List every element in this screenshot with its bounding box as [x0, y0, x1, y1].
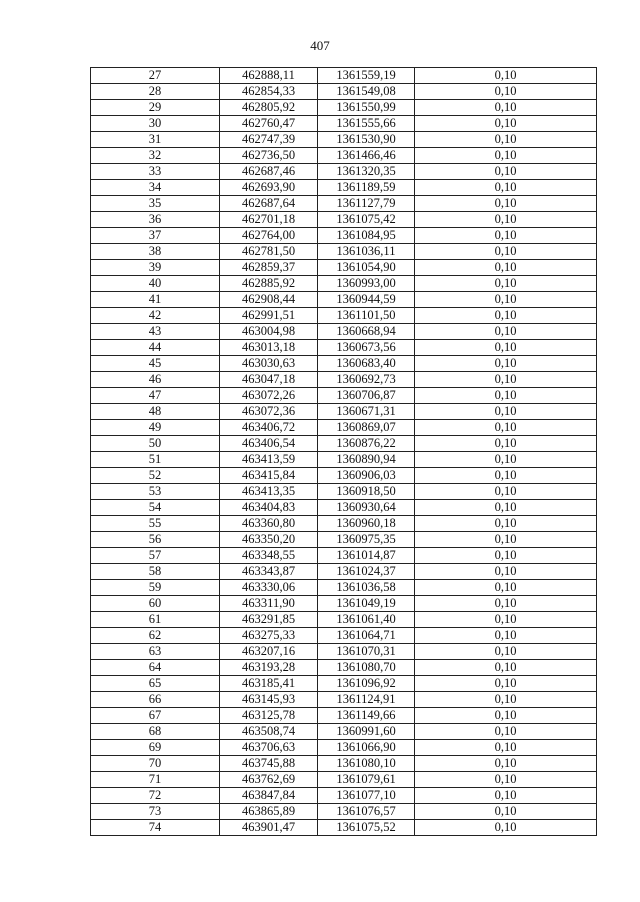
y-coordinate-cell: 1360668,94 [318, 324, 415, 340]
y-coordinate-cell: 1360706,87 [318, 388, 415, 404]
value-cell: 0,10 [415, 724, 597, 740]
y-coordinate-cell: 1361124,91 [318, 692, 415, 708]
table-row [91, 420, 597, 436]
value-cell: 0,10 [415, 132, 597, 148]
table-row [91, 180, 597, 196]
value-cell: 0,10 [415, 212, 597, 228]
x-coordinate-cell: 462805,92 [220, 100, 318, 116]
point-number-cell: 40 [91, 276, 220, 292]
value-cell: 0,10 [415, 612, 597, 628]
table-row [91, 404, 597, 420]
point-number-cell: 37 [91, 228, 220, 244]
value-cell: 0,10 [415, 276, 597, 292]
point-number-cell: 53 [91, 484, 220, 500]
point-number-cell: 27 [91, 68, 220, 84]
x-coordinate-cell: 462760,47 [220, 116, 318, 132]
value-cell: 0,10 [415, 356, 597, 372]
value-cell: 0,10 [415, 628, 597, 644]
table-row [91, 708, 597, 724]
y-coordinate-cell: 1361066,90 [318, 740, 415, 756]
x-coordinate-cell: 463004,98 [220, 324, 318, 340]
table-row [91, 244, 597, 260]
y-coordinate-cell: 1361189,59 [318, 180, 415, 196]
point-number-cell: 59 [91, 580, 220, 596]
y-coordinate-cell: 1361550,99 [318, 100, 415, 116]
x-coordinate-cell: 463072,36 [220, 404, 318, 420]
y-coordinate-cell: 1361079,61 [318, 772, 415, 788]
x-coordinate-cell: 462701,18 [220, 212, 318, 228]
value-cell: 0,10 [415, 756, 597, 772]
x-coordinate-cell: 462885,92 [220, 276, 318, 292]
value-cell: 0,10 [415, 692, 597, 708]
table-row [91, 644, 597, 660]
y-coordinate-cell: 1361559,19 [318, 68, 415, 84]
value-cell: 0,10 [415, 292, 597, 308]
y-coordinate-cell: 1361555,66 [318, 116, 415, 132]
table-row [91, 660, 597, 676]
x-coordinate-cell: 462764,00 [220, 228, 318, 244]
table-row [91, 788, 597, 804]
point-number-cell: 57 [91, 548, 220, 564]
table-row [91, 356, 597, 372]
point-number-cell: 39 [91, 260, 220, 276]
value-cell: 0,10 [415, 436, 597, 452]
y-coordinate-cell: 1361149,66 [318, 708, 415, 724]
y-coordinate-cell: 1360906,03 [318, 468, 415, 484]
point-number-cell: 72 [91, 788, 220, 804]
point-number-cell: 61 [91, 612, 220, 628]
value-cell: 0,10 [415, 244, 597, 260]
value-cell: 0,10 [415, 116, 597, 132]
x-coordinate-cell: 463311,90 [220, 596, 318, 612]
table-row [91, 580, 597, 596]
table-row [91, 228, 597, 244]
value-cell: 0,10 [415, 452, 597, 468]
point-number-cell: 74 [91, 820, 220, 836]
point-number-cell: 55 [91, 516, 220, 532]
x-coordinate-cell: 463745,88 [220, 756, 318, 772]
point-number-cell: 42 [91, 308, 220, 324]
x-coordinate-cell: 463185,41 [220, 676, 318, 692]
value-cell: 0,10 [415, 148, 597, 164]
table-row [91, 132, 597, 148]
x-coordinate-cell: 463508,74 [220, 724, 318, 740]
point-number-cell: 41 [91, 292, 220, 308]
x-coordinate-cell: 462687,64 [220, 196, 318, 212]
table-row [91, 372, 597, 388]
y-coordinate-cell: 1360993,00 [318, 276, 415, 292]
x-coordinate-cell: 462991,51 [220, 308, 318, 324]
point-number-cell: 35 [91, 196, 220, 212]
x-coordinate-cell: 463350,20 [220, 532, 318, 548]
point-number-cell: 68 [91, 724, 220, 740]
value-cell: 0,10 [415, 676, 597, 692]
y-coordinate-cell: 1361036,11 [318, 244, 415, 260]
point-number-cell: 70 [91, 756, 220, 772]
value-cell: 0,10 [415, 548, 597, 564]
x-coordinate-cell: 463865,89 [220, 804, 318, 820]
x-coordinate-cell: 463406,54 [220, 436, 318, 452]
x-coordinate-cell: 462693,90 [220, 180, 318, 196]
point-number-cell: 36 [91, 212, 220, 228]
point-number-cell: 46 [91, 372, 220, 388]
x-coordinate-cell: 462888,11 [220, 68, 318, 84]
y-coordinate-cell: 1361096,92 [318, 676, 415, 692]
table-row [91, 564, 597, 580]
value-cell: 0,10 [415, 404, 597, 420]
value-cell: 0,10 [415, 660, 597, 676]
x-coordinate-cell: 462854,33 [220, 84, 318, 100]
table-row [91, 516, 597, 532]
x-coordinate-cell: 463404,83 [220, 500, 318, 516]
point-number-cell: 71 [91, 772, 220, 788]
page-number: 407 [310, 38, 330, 53]
x-coordinate-cell: 462687,46 [220, 164, 318, 180]
point-number-cell: 28 [91, 84, 220, 100]
y-coordinate-cell: 1361014,87 [318, 548, 415, 564]
point-number-cell: 45 [91, 356, 220, 372]
point-number-cell: 60 [91, 596, 220, 612]
point-number-cell: 49 [91, 420, 220, 436]
value-cell: 0,10 [415, 516, 597, 532]
value-cell: 0,10 [415, 100, 597, 116]
table-row [91, 820, 597, 836]
point-number-cell: 64 [91, 660, 220, 676]
table-row [91, 804, 597, 820]
y-coordinate-cell: 1361530,90 [318, 132, 415, 148]
x-coordinate-cell: 463706,63 [220, 740, 318, 756]
table-row [91, 212, 597, 228]
table-row [91, 116, 597, 132]
point-number-cell: 38 [91, 244, 220, 260]
point-number-cell: 48 [91, 404, 220, 420]
table-row [91, 292, 597, 308]
value-cell: 0,10 [415, 644, 597, 660]
point-number-cell: 52 [91, 468, 220, 484]
x-coordinate-cell: 463360,80 [220, 516, 318, 532]
y-coordinate-cell: 1361080,10 [318, 756, 415, 772]
y-coordinate-cell: 1360683,40 [318, 356, 415, 372]
table-row [91, 468, 597, 484]
y-coordinate-cell: 1360918,50 [318, 484, 415, 500]
x-coordinate-cell: 463193,28 [220, 660, 318, 676]
value-cell: 0,10 [415, 340, 597, 356]
y-coordinate-cell: 1360869,07 [318, 420, 415, 436]
x-coordinate-cell: 463343,87 [220, 564, 318, 580]
value-cell: 0,10 [415, 820, 597, 836]
x-coordinate-cell: 463047,18 [220, 372, 318, 388]
table-row [91, 84, 597, 100]
table-row [91, 676, 597, 692]
x-coordinate-cell: 463275,33 [220, 628, 318, 644]
point-number-cell: 62 [91, 628, 220, 644]
table-row [91, 724, 597, 740]
value-cell: 0,10 [415, 260, 597, 276]
table-row [91, 340, 597, 356]
table-row [91, 196, 597, 212]
x-coordinate-cell: 463030,63 [220, 356, 318, 372]
x-coordinate-cell: 463145,93 [220, 692, 318, 708]
point-number-cell: 65 [91, 676, 220, 692]
x-coordinate-cell: 463413,35 [220, 484, 318, 500]
x-coordinate-cell: 463207,16 [220, 644, 318, 660]
value-cell: 0,10 [415, 788, 597, 804]
y-coordinate-cell: 1361070,31 [318, 644, 415, 660]
x-coordinate-cell: 462781,50 [220, 244, 318, 260]
value-cell: 0,10 [415, 500, 597, 516]
y-coordinate-cell: 1360890,94 [318, 452, 415, 468]
point-number-cell: 50 [91, 436, 220, 452]
table-row [91, 388, 597, 404]
point-number-cell: 51 [91, 452, 220, 468]
x-coordinate-cell: 463291,85 [220, 612, 318, 628]
value-cell: 0,10 [415, 324, 597, 340]
x-coordinate-cell: 463847,84 [220, 788, 318, 804]
value-cell: 0,10 [415, 68, 597, 84]
value-cell: 0,10 [415, 564, 597, 580]
value-cell: 0,10 [415, 372, 597, 388]
value-cell: 0,10 [415, 804, 597, 820]
table-row [91, 740, 597, 756]
table-row [91, 452, 597, 468]
point-number-cell: 44 [91, 340, 220, 356]
x-coordinate-cell: 463072,26 [220, 388, 318, 404]
x-coordinate-cell: 463413,59 [220, 452, 318, 468]
point-number-cell: 30 [91, 116, 220, 132]
point-number-cell: 66 [91, 692, 220, 708]
x-coordinate-cell: 463901,47 [220, 820, 318, 836]
value-cell: 0,10 [415, 196, 597, 212]
y-coordinate-cell: 1360673,56 [318, 340, 415, 356]
value-cell: 0,10 [415, 580, 597, 596]
value-cell: 0,10 [415, 740, 597, 756]
value-cell: 0,10 [415, 468, 597, 484]
table-row [91, 772, 597, 788]
point-number-cell: 63 [91, 644, 220, 660]
table-row [91, 484, 597, 500]
x-coordinate-cell: 462859,37 [220, 260, 318, 276]
x-coordinate-cell: 463415,84 [220, 468, 318, 484]
table-row [91, 324, 597, 340]
y-coordinate-cell: 1360671,31 [318, 404, 415, 420]
point-number-cell: 43 [91, 324, 220, 340]
point-number-cell: 67 [91, 708, 220, 724]
point-number-cell: 54 [91, 500, 220, 516]
value-cell: 0,10 [415, 772, 597, 788]
point-number-cell: 69 [91, 740, 220, 756]
table-row [91, 68, 597, 84]
table-row [91, 612, 597, 628]
value-cell: 0,10 [415, 164, 597, 180]
point-number-cell: 29 [91, 100, 220, 116]
table-row [91, 532, 597, 548]
value-cell: 0,10 [415, 388, 597, 404]
table-row [91, 500, 597, 516]
y-coordinate-cell: 1361054,90 [318, 260, 415, 276]
y-coordinate-cell: 1360944,59 [318, 292, 415, 308]
value-cell: 0,10 [415, 532, 597, 548]
y-coordinate-cell: 1361061,40 [318, 612, 415, 628]
point-number-cell: 34 [91, 180, 220, 196]
y-coordinate-cell: 1361084,95 [318, 228, 415, 244]
table-row [91, 436, 597, 452]
table-row [91, 628, 597, 644]
table-row [91, 308, 597, 324]
x-coordinate-cell: 463330,06 [220, 580, 318, 596]
y-coordinate-cell: 1360692,73 [318, 372, 415, 388]
y-coordinate-cell: 1360960,18 [318, 516, 415, 532]
point-number-cell: 56 [91, 532, 220, 548]
x-coordinate-cell: 463762,69 [220, 772, 318, 788]
y-coordinate-cell: 1361075,42 [318, 212, 415, 228]
table-row [91, 692, 597, 708]
y-coordinate-cell: 1361466,46 [318, 148, 415, 164]
y-coordinate-cell: 1361080,70 [318, 660, 415, 676]
y-coordinate-cell: 1361320,35 [318, 164, 415, 180]
x-coordinate-cell: 463013,18 [220, 340, 318, 356]
value-cell: 0,10 [415, 420, 597, 436]
table-row [91, 148, 597, 164]
point-number-cell: 32 [91, 148, 220, 164]
y-coordinate-cell: 1360991,60 [318, 724, 415, 740]
y-coordinate-cell: 1361036,58 [318, 580, 415, 596]
value-cell: 0,10 [415, 596, 597, 612]
y-coordinate-cell: 1361075,52 [318, 820, 415, 836]
value-cell: 0,10 [415, 708, 597, 724]
x-coordinate-cell: 462908,44 [220, 292, 318, 308]
y-coordinate-cell: 1360876,22 [318, 436, 415, 452]
value-cell: 0,10 [415, 484, 597, 500]
y-coordinate-cell: 1360975,35 [318, 532, 415, 548]
table-row [91, 164, 597, 180]
coordinates-table-body [91, 68, 597, 836]
y-coordinate-cell: 1361049,19 [318, 596, 415, 612]
value-cell: 0,10 [415, 84, 597, 100]
x-coordinate-cell: 463125,78 [220, 708, 318, 724]
x-coordinate-cell: 463406,72 [220, 420, 318, 436]
y-coordinate-cell: 1361076,57 [318, 804, 415, 820]
point-number-cell: 47 [91, 388, 220, 404]
table-row [91, 100, 597, 116]
table-row [91, 548, 597, 564]
y-coordinate-cell: 1361064,71 [318, 628, 415, 644]
y-coordinate-cell: 1361024,37 [318, 564, 415, 580]
table-row [91, 276, 597, 292]
y-coordinate-cell: 1361127,79 [318, 196, 415, 212]
value-cell: 0,10 [415, 180, 597, 196]
table-row [91, 756, 597, 772]
y-coordinate-cell: 1361077,10 [318, 788, 415, 804]
value-cell: 0,10 [415, 228, 597, 244]
value-cell: 0,10 [415, 308, 597, 324]
point-number-cell: 31 [91, 132, 220, 148]
y-coordinate-cell: 1361101,50 [318, 308, 415, 324]
table-row [91, 260, 597, 276]
x-coordinate-cell: 462747,39 [220, 132, 318, 148]
point-number-cell: 33 [91, 164, 220, 180]
point-number-cell: 58 [91, 564, 220, 580]
table-row [91, 596, 597, 612]
coordinates-table [90, 67, 597, 836]
y-coordinate-cell: 1360930,64 [318, 500, 415, 516]
point-number-cell: 73 [91, 804, 220, 820]
x-coordinate-cell: 462736,50 [220, 148, 318, 164]
x-coordinate-cell: 463348,55 [220, 548, 318, 564]
y-coordinate-cell: 1361549,08 [318, 84, 415, 100]
